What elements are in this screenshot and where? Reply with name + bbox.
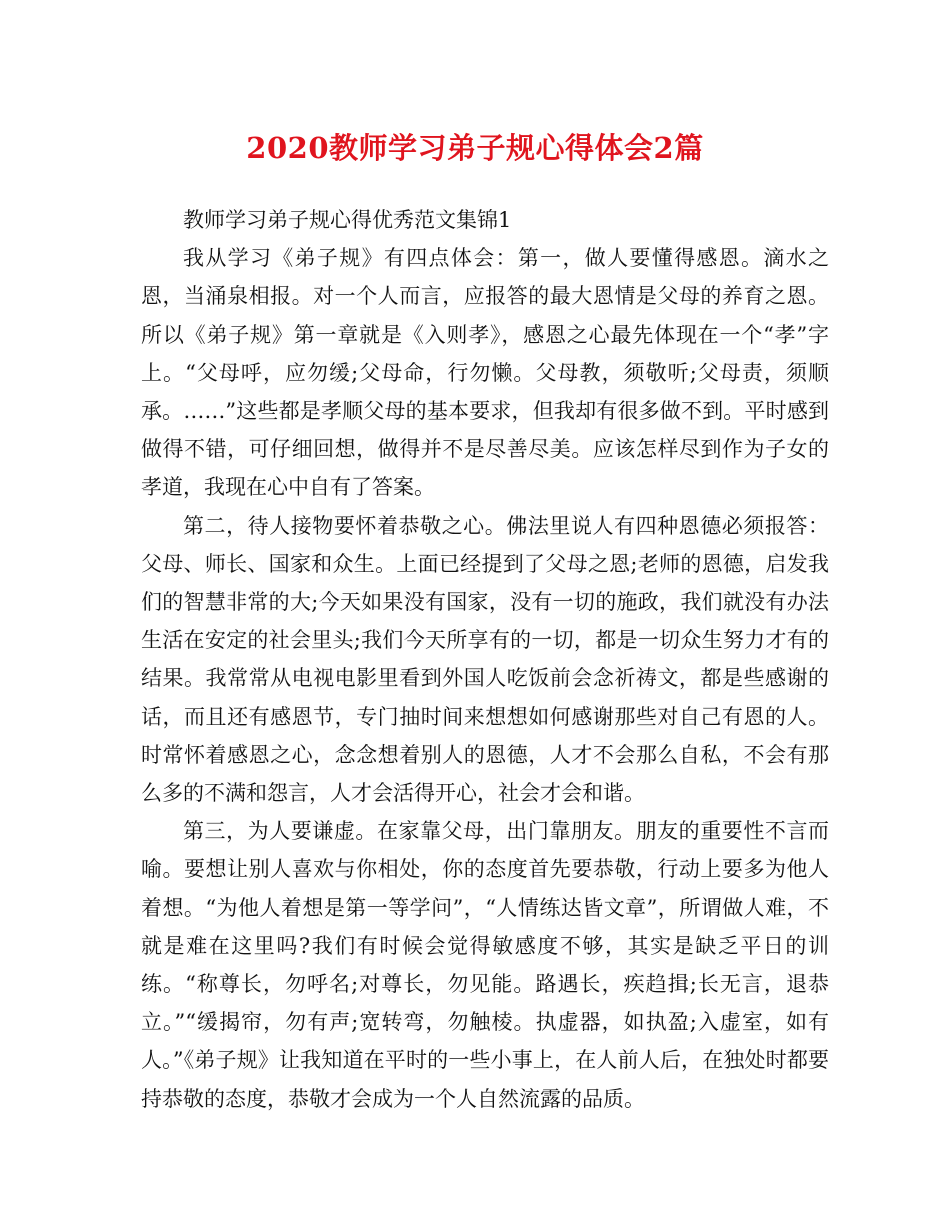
document-title: 2020教师学习弟子规心得体会2篇 <box>246 131 704 165</box>
document-subtitle: 教师学习弟子规心得优秀范文集锦1 <box>183 208 512 232</box>
document-body <box>141 201 829 1118</box>
paragraph-1: 我从学习《弟子规》有四点体会：第一，做人要懂得感恩。滴水之恩，当涌泉相报。对一个人而言，应报答的最大恩情是父母的养育之恩。所以《弟子规》第一章就是《入则孝》，感恩之心最先体现在一个“孝”字上。“父母呼，应勿缓;父母命，行勿懒。父母教，须敬听;父母责，须顺承。……”这些都是孝顺父母的基本要求，但我却有很多做不到。平时感到做得不错，可仔细回想，做得并不是尽善尽美。应该怎样尽到作为子女的孝道，我现在心中自有了答案。 <box>141 246 829 500</box>
paragraph-3: 第三，为人要谦虚。在家靠父母，出门靠朋友。朋友的重要性不言而喻。要想让别人喜欢与你相处，你的态度首先要恭敬，行动上要多为他人着想。“为他人着想是第一等学问”，“人情练达皆文章”，所谓做人难，不就是难在这里吗?我们有时候会觉得敏感度不够，其实是缺乏平日的训练。“称尊长，勿呼名;对尊长，勿见能。路遇长，疾趋揖;长无言，退恭立。”“缓揭帘，勿有声;宽转弯，勿触棱。执虚器，如执盈;入虚室，如有人。”《弟子规》让我知道在平时的一些小事上，在人前人后，在独处时都要持恭敬的态度，恭敬才会成为一个人自然流露的品质。 <box>141 819 829 1111</box>
paragraph-2: 第二，待人接物要怀着恭敬之心。佛法里说人有四种恩德必须报答：父母、师长、国家和众生。上面已经提到了父母之恩;老师的恩德，启发我们的智慧非常的大;今天如果没有国家，没有一切的施政，我们就没有办法生活在安定的社会里头;我们今天所享有的一切，都是一切众生努力才有的结果。我常常从电视电影里看到外国人吃饭前会念祈祷文，都是些感谢的话，而且还有感恩节，专门抽时间来想想如何感谢那些对自己有恩的人。时常怀着感恩之心，念念想着别人的恩德，人才不会那么自私，不会有那么多的不满和怨言，人才会活得开心，社会才会和谐。 <box>141 513 829 806</box>
